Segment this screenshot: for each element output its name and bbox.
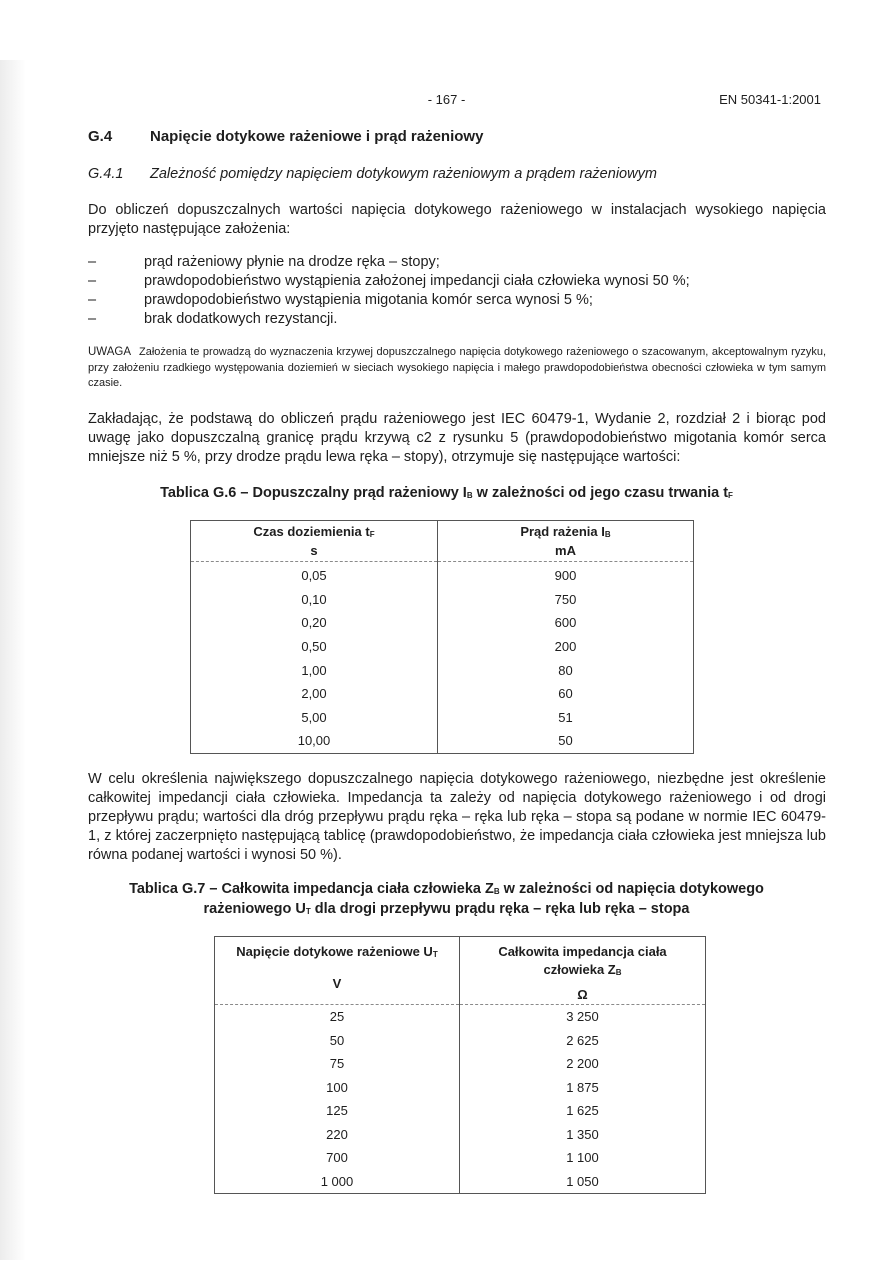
scan-shadow <box>0 60 26 1260</box>
table-row <box>215 1099 706 1123</box>
cell: 1 000 <box>215 1170 460 1194</box>
header-subscript: T <box>432 950 438 959</box>
cell: 1 100 <box>566 1150 599 1166</box>
caption-text: w zależności od jego czasu trwania t <box>472 485 729 501</box>
header-unit: V <box>332 976 342 991</box>
cell: 2,00 <box>191 682 438 706</box>
list-item-text: prawdopodobieństwo wystąpienia założonej impedancji ciała człowieka wynosi 50 %; <box>144 273 690 289</box>
cell: 100 <box>215 1076 460 1100</box>
cell: 200 <box>554 639 577 655</box>
header-label: człowieka Z <box>543 962 616 977</box>
table-row <box>191 729 694 753</box>
caption-line <box>0 880 893 900</box>
cell: 5,00 <box>191 706 438 730</box>
list-item <box>88 272 826 291</box>
caption-text: dla drogi przepływu prądu ręka – ręka lub ręka – stopa <box>310 901 690 917</box>
standard-code: EN 50341-1:2001 <box>719 92 821 107</box>
caption-subscript: T <box>305 907 311 916</box>
cell: 10,00 <box>191 729 438 753</box>
column-header-time <box>191 521 438 562</box>
column-header-current <box>438 521 694 562</box>
table-row <box>215 1146 706 1170</box>
cell: 220 <box>215 1123 460 1147</box>
header-label: Czas doziemienia t <box>253 524 370 539</box>
table-row <box>191 588 694 612</box>
cell: 1 350 <box>566 1126 599 1142</box>
header-subscript: B <box>604 530 611 539</box>
subsection-title: Zależność pomiędzy napięciem dotykowym rażeniowym a prądem rażeniowym <box>150 166 657 182</box>
cell: 750 <box>554 591 577 607</box>
header-label: Całkowita impedancja ciała <box>498 944 667 959</box>
caption-text: Tablica G.7 – Całkowita impedancja ciała człowieka Z <box>129 881 494 897</box>
cell: 0,10 <box>191 588 438 612</box>
table-row <box>215 1029 706 1053</box>
cell: 0,50 <box>191 635 438 659</box>
note-text: Założenia te prowadzą do wyznaczenia krzywej dopuszczalnego napięcia dotykowego rażeniowego o szacowanym, akceptowalnym ryzyku, przy założeniu rzadkiego występowania doziemień w sieciach wysokiego napięcia i małego prawdopodobieństwa obecności człowieka w tym samym czasie. <box>88 346 826 389</box>
subsection-number: G.4.1 <box>88 166 124 182</box>
table-row <box>191 706 694 730</box>
cell: 1 875 <box>566 1079 599 1095</box>
section-title: Napięcie dotykowe rażeniowe i prąd rażeniowy <box>150 128 484 145</box>
paragraph-basis: Zakładając, że podstawą do obliczeń prądu rażeniowego jest IEC 60479-1, Wydanie 2, rozdział 2 i biorąc pod uwagę jako dopuszczalną granicę prądu krzywą c2 z rysunku 5 (prawdopodobieństwo migotania komór serca mniejsze niż 5 %, przy drodze prądu lewa ręka – stopy), otrzymuje się następujące wartości: <box>88 411 826 465</box>
header-unit: mA <box>555 543 576 558</box>
caption-text: rażeniowego U <box>203 901 306 917</box>
list-item <box>88 291 826 310</box>
cell: 60 <box>558 686 573 702</box>
table-row <box>191 611 694 635</box>
paragraph-impedance: W celu określenia największego dopuszczalnego napięcia dotykowego rażeniowego, niezbędne jest określenie całkowitej impedancji ciała człowieka. Impedancja ta zależy od napięcia dotykowego rażeniowego i od drogi przepływu prądu; wartości dla dróg przepływu prądu ręka – ręka lub ręka – stopa są podane w normie IEC 60479-1, z której zaczerpnięto następującą tablicę (prawdopodobieństwo, że impedancja ciała człowieka jest mniejsza lub równa podanej wartości i wynosi 50 %). <box>88 771 826 863</box>
cell: 2 625 <box>566 1032 599 1048</box>
cell: 1 050 <box>566 1173 599 1189</box>
table-row <box>191 635 694 659</box>
cell: 125 <box>215 1099 460 1123</box>
table-row <box>215 1005 706 1029</box>
note-block <box>88 345 826 392</box>
table-g6 <box>190 520 694 754</box>
cell: 700 <box>215 1146 460 1170</box>
cell: 600 <box>554 615 577 631</box>
bullet-dash: – <box>88 292 97 308</box>
caption-subscript: B <box>466 491 473 500</box>
list-item <box>88 310 826 329</box>
subsection-heading <box>88 166 657 182</box>
cell: 2 200 <box>566 1056 599 1072</box>
caption-line <box>0 900 893 920</box>
cell: 50 <box>215 1029 460 1053</box>
cell: 51 <box>558 709 573 725</box>
assumptions-list <box>88 253 826 329</box>
caption-text: Tablica G.6 – Dopuszczalny prąd rażeniowy I <box>160 485 467 501</box>
header-label: Prąd rażenia I <box>520 524 605 539</box>
table-row <box>215 1123 706 1147</box>
header-subscript: F <box>369 530 375 539</box>
list-item-text: prawdopodobieństwo wystąpienia migotania komór serca wynosi 5 %; <box>144 292 593 308</box>
caption-text: w zależności od napięcia dotykowego <box>499 881 764 897</box>
column-header-impedance <box>460 937 706 1005</box>
bullet-dash: – <box>88 254 97 270</box>
cell: 1,00 <box>191 658 438 682</box>
cell: 50 <box>558 733 573 749</box>
header-subscript: B <box>615 968 622 977</box>
list-item <box>88 253 826 272</box>
section-number: G.4 <box>88 128 113 145</box>
table-g6-caption <box>0 484 893 504</box>
cell: 0,05 <box>191 562 438 588</box>
cell: 1 625 <box>566 1103 599 1119</box>
caption-subscript: F <box>728 491 733 500</box>
cell: 0,20 <box>191 611 438 635</box>
cell: 3 250 <box>566 1009 599 1025</box>
header-unit: Ω <box>577 987 588 1002</box>
column-header-voltage <box>215 937 460 1005</box>
section-heading <box>88 128 483 145</box>
table-row <box>215 1052 706 1076</box>
list-item-text: prąd rażeniowy płynie na drodze ręka – stopy; <box>144 254 440 270</box>
table-row <box>215 1076 706 1100</box>
table-row <box>215 1170 706 1194</box>
cell: 25 <box>215 1005 460 1029</box>
header-unit: s <box>310 543 318 558</box>
table-row <box>191 658 694 682</box>
paragraph-assumptions: Do obliczeń dopuszczalnych wartości napięcia dotykowego rażeniowego w instalacjach wysokiego napięcia przyjęto następujące założenia: <box>88 202 826 237</box>
table-g7-caption <box>0 880 893 920</box>
bullet-dash: – <box>88 311 97 327</box>
list-item-text: brak dodatkowych rezystancji. <box>144 311 338 327</box>
cell: 80 <box>558 662 573 678</box>
table-g7 <box>214 936 706 1194</box>
caption-subscript: B <box>493 887 500 896</box>
header-label: Napięcie dotykowe rażeniowe U <box>236 944 433 959</box>
table-row <box>191 562 694 588</box>
page-number: - 167 - <box>427 92 466 107</box>
table-row <box>191 682 694 706</box>
cell: 75 <box>215 1052 460 1076</box>
bullet-dash: – <box>88 273 97 289</box>
cell: 900 <box>554 568 577 584</box>
note-label: UWAGA <box>88 346 132 358</box>
